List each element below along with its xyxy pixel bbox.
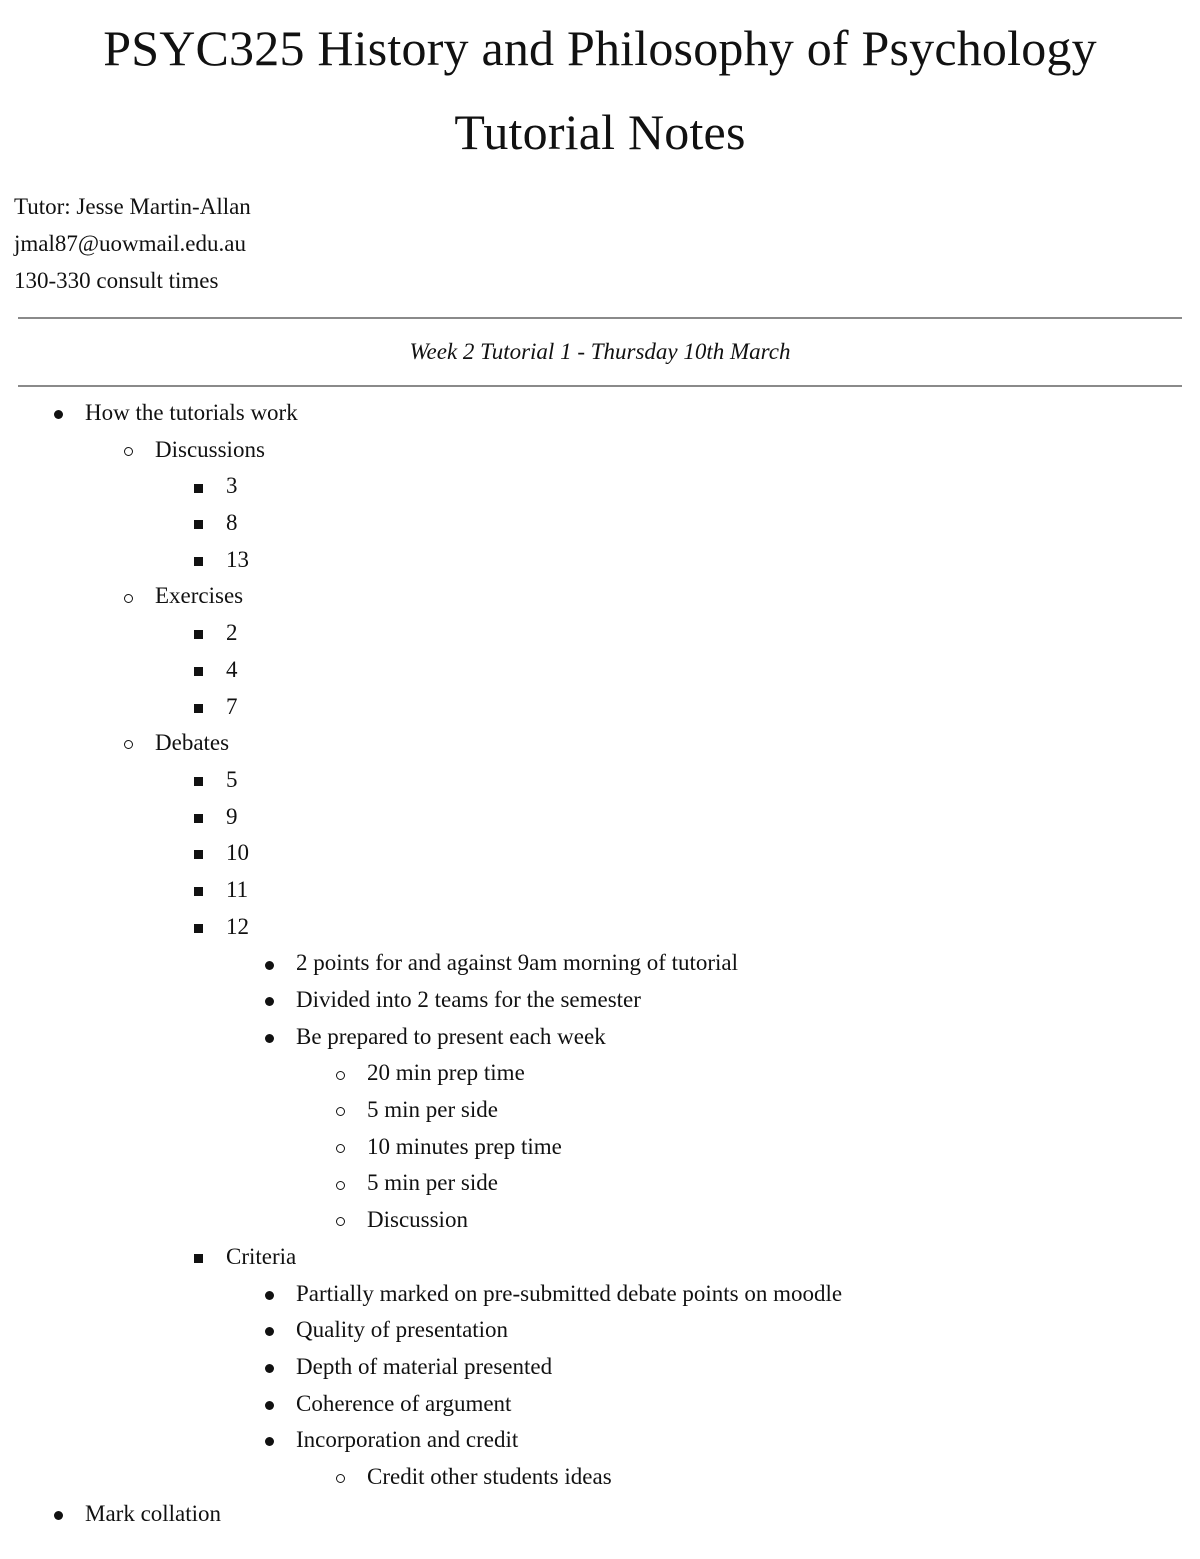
list-item: Quality of presentation bbox=[0, 1312, 1200, 1349]
list-item: 12 bbox=[0, 909, 1200, 946]
bullet-circle-icon bbox=[330, 1165, 350, 1202]
list-item: 10 minutes prep time bbox=[0, 1129, 1200, 1166]
bullet-circle-icon bbox=[118, 578, 138, 615]
divider-bottom bbox=[18, 385, 1182, 387]
bullet-square-icon bbox=[188, 542, 208, 579]
bullet-disc-icon bbox=[259, 982, 279, 1019]
list-item: 10 bbox=[0, 835, 1200, 872]
bullet-circle-icon bbox=[330, 1055, 350, 1092]
bullet-square-icon bbox=[188, 689, 208, 726]
bullet-disc-icon bbox=[259, 1019, 279, 1056]
list-item: 13 bbox=[0, 542, 1200, 579]
bullet-circle-icon bbox=[118, 432, 138, 469]
list-item: Coherence of argument bbox=[0, 1386, 1200, 1423]
list-item: 4 bbox=[0, 652, 1200, 689]
list-item: Criteria bbox=[0, 1239, 1200, 1276]
bullet-disc-icon bbox=[48, 395, 68, 432]
list-item: How the tutorials work bbox=[0, 395, 1200, 432]
bullet-disc-icon bbox=[259, 1386, 279, 1423]
list-item: Debates bbox=[0, 725, 1200, 762]
list-item: Incorporation and credit bbox=[0, 1422, 1200, 1459]
list-item: 9 bbox=[0, 799, 1200, 836]
list-item: 8 bbox=[0, 505, 1200, 542]
bullet-square-icon bbox=[188, 909, 208, 946]
list-item: Discussions bbox=[0, 432, 1200, 469]
bullet-disc-icon bbox=[259, 945, 279, 982]
list-item: Mark collation bbox=[0, 1496, 1200, 1533]
bullet-square-icon bbox=[188, 652, 208, 689]
bullet-circle-icon bbox=[118, 725, 138, 762]
tutor-info bbox=[0, 188, 1200, 299]
list-item: 5 min per side bbox=[0, 1165, 1200, 1202]
list-item: Partially marked on pre-submitted debate points on moodle bbox=[0, 1276, 1200, 1313]
bullet-circle-icon bbox=[330, 1202, 350, 1239]
list-item: 3 bbox=[0, 468, 1200, 505]
bullet-square-icon bbox=[188, 762, 208, 799]
bullet-square-icon bbox=[188, 835, 208, 872]
bullet-circle-icon bbox=[330, 1129, 350, 1166]
tutor-email: jmal87@uowmail.edu.au bbox=[14, 231, 246, 256]
list-item: Exercises bbox=[0, 578, 1200, 615]
list-item: Depth of material presented bbox=[0, 1349, 1200, 1386]
consult-times: 130-330 consult times bbox=[14, 268, 219, 293]
bullet-square-icon bbox=[188, 1239, 208, 1276]
list-item: 5 bbox=[0, 762, 1200, 799]
bullet-disc-icon bbox=[259, 1422, 279, 1459]
list-item: Be prepared to present each week bbox=[0, 1019, 1200, 1056]
bullet-square-icon bbox=[188, 615, 208, 652]
list-item: 5 min per side bbox=[0, 1092, 1200, 1129]
bullet-square-icon bbox=[188, 872, 208, 909]
tutor-name: Tutor: Jesse Martin-Allan bbox=[14, 194, 251, 219]
list-item: Divided into 2 teams for the semester bbox=[0, 982, 1200, 1019]
bullet-square-icon bbox=[188, 799, 208, 836]
bullet-disc-icon bbox=[259, 1349, 279, 1386]
document-title bbox=[0, 6, 1200, 174]
title-line-2: Tutorial Notes bbox=[454, 104, 746, 160]
list-item: Discussion bbox=[0, 1202, 1200, 1239]
bullet-disc-icon bbox=[259, 1276, 279, 1313]
title-line-1: PSYC325 History and Philosophy of Psychology bbox=[103, 20, 1097, 76]
bullet-disc-icon bbox=[259, 1312, 279, 1349]
list-item: 2 bbox=[0, 615, 1200, 652]
bullet-circle-icon bbox=[330, 1459, 350, 1496]
bullet-square-icon bbox=[188, 505, 208, 542]
session-heading: Week 2 Tutorial 1 - Thursday 10th March bbox=[409, 339, 791, 364]
list-item: 7 bbox=[0, 689, 1200, 726]
list-item: Credit other students ideas bbox=[0, 1459, 1200, 1496]
bullet-disc-icon bbox=[48, 1496, 68, 1533]
notes-outline bbox=[0, 395, 1200, 1532]
list-item: 2 points for and against 9am morning of tutorial bbox=[0, 945, 1200, 982]
list-item: 20 min prep time bbox=[0, 1055, 1200, 1092]
list-item: 11 bbox=[0, 872, 1200, 909]
bullet-circle-icon bbox=[330, 1092, 350, 1129]
bullet-square-icon bbox=[188, 468, 208, 505]
